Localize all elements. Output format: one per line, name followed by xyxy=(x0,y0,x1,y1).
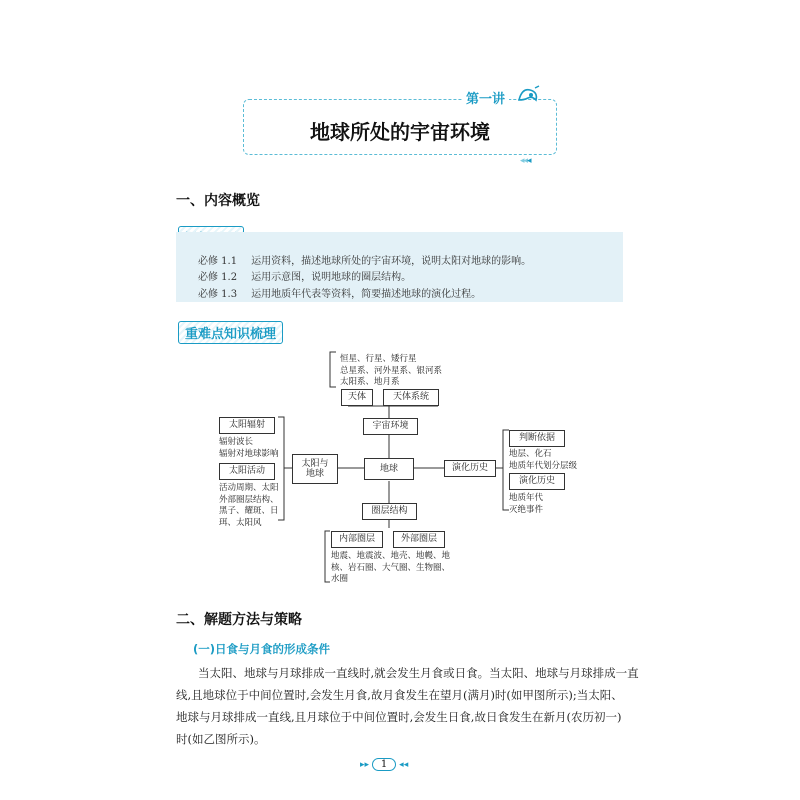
node-evolution-history: 演化历史 xyxy=(509,473,565,490)
node-evolution: 演化历史 xyxy=(444,460,496,477)
diagram-note-celestial xyxy=(340,354,442,389)
note-line: 太阳系、地月系 xyxy=(340,377,400,387)
node-layer-structure: 圈层结构 xyxy=(362,503,417,520)
node-line: 太阳与 xyxy=(301,458,329,469)
node-solar-radiation: 太阳辐射 xyxy=(219,417,275,434)
note-line: 地震、地震波、地壳、地幔、地 xyxy=(331,551,451,561)
page-number: 1 xyxy=(372,758,396,771)
note-line: 外部圈层结构、 xyxy=(219,494,279,505)
note-line: 地层、化石 xyxy=(509,449,552,459)
paragraph-line: 当太阳、地球与月球排成一直线时,就会发生月食或日食。当太阳、地球与月球排成一直 xyxy=(198,666,639,680)
footer-arrows-left-icon: ▸▸ xyxy=(360,760,370,770)
footer-arrows-right-icon: ◂◂ xyxy=(399,760,409,770)
note-line: 总星系、河外星系、银河系 xyxy=(340,365,443,376)
node-inner-layer: 内部圈层 xyxy=(331,531,383,548)
requirement-text: 运用地质年代表等资料，简要描述地球的演化过程。 xyxy=(251,289,482,300)
subheading-eclipse: (一)日食与月食的形成条件 xyxy=(193,642,331,656)
note-line: 地质年代 xyxy=(509,493,544,503)
note-line: 灭绝事件 xyxy=(509,504,544,515)
node-universe-environment: 宇宙环境 xyxy=(363,418,418,435)
node-earth: 地球 xyxy=(364,458,414,480)
tag-key-points: 重难点知识梳理 xyxy=(178,321,283,344)
node-solar-activity: 太阳活动 xyxy=(219,463,275,480)
page-footer xyxy=(360,758,408,771)
node-basis: 判断依据 xyxy=(509,430,565,447)
diagram-note-activity xyxy=(219,483,279,529)
requirement-text: 运用示意图，说明地球的圈层结构。 xyxy=(251,272,412,283)
node-sun-and-earth xyxy=(292,454,338,484)
note-line: 黑子、耀斑、日 xyxy=(219,506,279,516)
section-heading-overview: 一、内容概览 xyxy=(176,193,260,209)
diagram-note-radiation xyxy=(219,437,279,460)
note-line: 核、岩石圈、大气圈、生物圈、 xyxy=(331,562,451,573)
decorative-arrows-icon: ◂◂◂ xyxy=(520,156,531,166)
requirement-code: 必修 1.3 xyxy=(198,289,238,300)
node-outer-layer: 外部圈层 xyxy=(393,531,445,548)
node-celestial-body: 天体 xyxy=(341,389,373,406)
requirement-text: 运用资料，描述地球所处的宇宙环境，说明太阳对地球的影响。 xyxy=(251,256,532,267)
note-line: 辐射波长 xyxy=(219,437,254,447)
paragraph-line: 地球与月球排成一直线,且月球位于中间位置时,会发生日食,故日食发生在新月(农历初一) xyxy=(176,710,622,724)
note-line: 活动周期、太阳 xyxy=(219,483,279,493)
note-line: 珥、太阳风 xyxy=(219,517,262,528)
node-line: 地球 xyxy=(305,469,324,479)
note-line: 地质年代划分层级 xyxy=(509,460,578,471)
paragraph-line: 线,且地球位于中间位置时,会发生月食,故月食发生在望月(满月)时(如甲图所示);当太阳、 xyxy=(176,688,623,702)
diagram-note-history xyxy=(509,493,543,516)
requirement-code: 必修 1.1 xyxy=(198,256,238,267)
lecture-tag: 第一讲 xyxy=(462,88,509,107)
section-heading-methods: 二、解题方法与策略 xyxy=(176,612,302,628)
diagram-note-layers xyxy=(331,551,450,586)
node-celestial-system: 天体系统 xyxy=(383,389,439,406)
requirement-code: 必修 1.2 xyxy=(198,272,238,283)
page-title: 地球所处的宇宙环境 xyxy=(310,120,490,144)
paragraph-line: 时(如乙图所示)。 xyxy=(176,732,266,746)
diagram-note-basis xyxy=(509,449,577,472)
note-line: 恒星、行星、矮行星 xyxy=(340,354,417,364)
note-line: 水圈 xyxy=(331,574,349,584)
note-line: 辐射对地球影响 xyxy=(219,448,279,459)
